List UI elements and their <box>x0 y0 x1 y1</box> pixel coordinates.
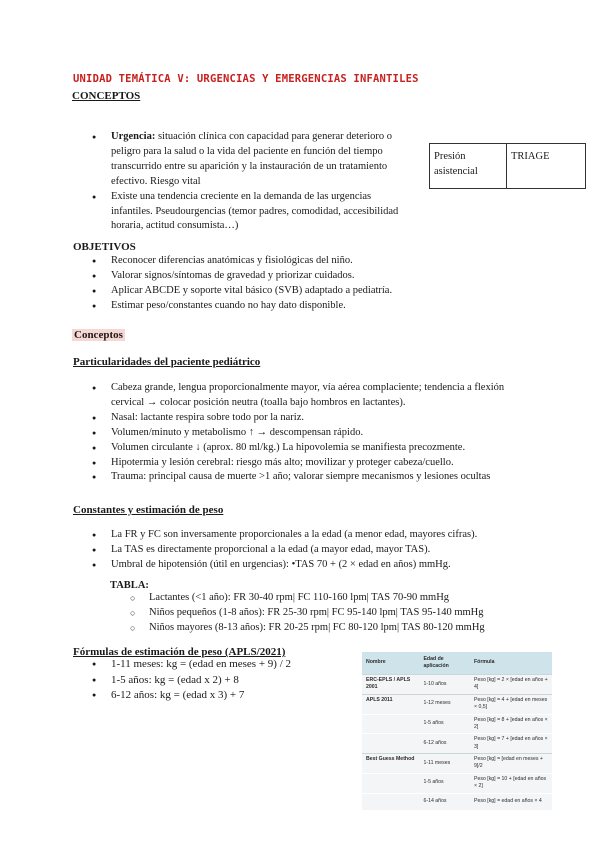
table-cell: 1-11 meses <box>419 754 470 774</box>
triage-cell: TRIAGE <box>507 144 586 189</box>
table-header: Nombre <box>362 652 419 675</box>
list-item: ○ Niños pequeños (1-8 años): FR 25-30 rpm| FC 95-140 lpm| TAS 95-140 mmHg <box>130 606 550 621</box>
list-item: ● Reconocer diferencias anatómicas y fisiológicas del niño. <box>92 254 562 269</box>
table-row <box>362 714 552 734</box>
table-cell <box>362 773 419 793</box>
tabla-list <box>130 591 550 636</box>
table-cell <box>362 734 419 754</box>
table-row <box>362 694 552 714</box>
list-item: ● 1-11 meses: kg = (edad en meses + 9) / 2 <box>92 657 352 673</box>
table-cell: APLS 2011 <box>362 694 419 714</box>
table-cell: Peso [kg] = 2 × [edad en años + 4] <box>470 675 552 695</box>
table-cell: Peso [kg] = 4 + [edad en meses × 0,5] <box>470 694 552 714</box>
list-item: ● Aplicar ABCDE y soporte vital básico (SVB) adaptado a pediatría. <box>92 284 562 299</box>
list-item: ● Volumen/minuto y metabolismo ↑ → descompensan rápido. <box>92 426 532 441</box>
table-cell <box>362 714 419 734</box>
list-item: ○ Lactantes (<1 año): FR 30-40 rpm| FC 110-160 lpm| TAS 70-90 mmHg <box>130 591 550 606</box>
table-cell: Peso [kg] = 8 + [edad en años × 2] <box>470 714 552 734</box>
list-item: ● Umbral de hipotensión (útil en urgencias): •TAS 70 + (2 × edad en años) mmHg. <box>92 558 542 573</box>
table-cell: 6-14 años <box>419 793 470 810</box>
list-item: ● Existe una tendencia creciente en la demanda de las urgencias infantiles. Pseudourgencias (temor padres, comodidad, accesibilidad horaria, actitud consumista…) <box>92 190 414 235</box>
table-row <box>362 793 552 810</box>
objetivos-list <box>92 254 562 314</box>
list-item <box>92 130 414 190</box>
table-cell: 6-12 años <box>419 734 470 754</box>
particularidades-heading: Particularidades del paciente pediátrico <box>73 356 261 368</box>
list-item: ● Cabeza grande, lengua proporcionalmente mayor, vía aérea complaciente; tendencia a flexión cervical → colocar posición neutra (toalla bajo hombros en lactantes). <box>92 381 532 411</box>
particularidades-list <box>92 381 532 485</box>
table-row <box>362 675 552 695</box>
table-cell: 1-5 años <box>419 714 470 734</box>
page-title: UNIDAD TEMÁTICA V: URGENCIAS Y EMERGENCIAS INFANTILES <box>73 73 419 85</box>
list-item: ● Volumen circulante ↓ (aprox. 80 ml/kg.) La hipovolemia se manifiesta precozmente. <box>92 441 532 456</box>
list-item: ● 6-12 años: kg = (edad x 3) + 7 <box>92 688 352 704</box>
objetivos-heading: OBJETIVOS <box>73 241 136 253</box>
list-item: ● La FR y FC son inversamente proporcionales a la edad (a menor edad, mayores cifras). <box>92 528 542 543</box>
formulas-heading: Fórmulas de estimación de peso (APLS/2021) <box>73 646 286 658</box>
table-cell: Peso [kg] = edad en años × 4 <box>470 793 552 810</box>
table-row <box>362 773 552 793</box>
constantes-list <box>92 528 542 573</box>
table-cell: ERC-EPLS / APLS 2001 <box>362 675 419 695</box>
presion-asistencial-cell: Presión asistencial <box>430 144 507 189</box>
table-row <box>362 734 552 754</box>
tabla-heading: TABLA: <box>110 580 149 591</box>
table-cell: Peso [kg] = 10 + [edad en años × 2] <box>470 773 552 793</box>
triage-table <box>429 143 586 189</box>
table-header: Fórmula <box>470 652 552 675</box>
constantes-heading: Constantes y estimación de peso <box>73 504 224 516</box>
table-row <box>362 754 552 774</box>
conceptos-heading: CONCEPTOS <box>72 90 141 102</box>
conceptos-section-heading: Conceptos <box>74 329 123 341</box>
list-item: ● La TAS es directamente proporcional a la edad (a mayor edad, mayor TAS). <box>92 543 542 558</box>
table-cell: Peso [kg] = [edad en meses + 9]/2 <box>470 754 552 774</box>
table-cell: Best Guess Method <box>362 754 419 774</box>
urgencia-label: Urgencia: <box>111 131 156 142</box>
table-cell: 1-5 años <box>419 773 470 793</box>
list-item: ● 1-5 años: kg = (edad x 2) + 8 <box>92 673 352 689</box>
weight-formula-table <box>362 652 552 810</box>
list-item: ● Nasal: lactante respira sobre todo por la nariz. <box>92 411 532 426</box>
urgencia-text: situación clínica con capacidad para generar deterioro o peligro para la salud o la vida del paciente en función del tiempo transcurrido entre su aparición y la instauración de un tratamiento efectivo. Riesgo vital <box>111 131 393 187</box>
list-item: ● Trauma: principal causa de muerte >1 año; valorar siempre mecanismos y lesiones ocultas <box>92 470 532 485</box>
table-cell: 1-10 años <box>419 675 470 695</box>
list-item: ● Valorar signos/síntomas de gravedad y priorizar cuidados. <box>92 269 562 284</box>
list-item: ● Hipotermia y lesión cerebral: riesgo más alto; movilizar y proteger cabeza/cuello. <box>92 456 532 471</box>
table-cell: Peso [kg] = 7 + [edad en años × 3] <box>470 734 552 754</box>
table-cell <box>362 793 419 810</box>
table-cell: 1-12 meses <box>419 694 470 714</box>
table-header: Edad de aplicación <box>419 652 470 675</box>
formulas-list <box>92 657 352 704</box>
list-item: ○ Niños mayores (8-13 años): FR 20-25 rpm| FC 80-120 lpm| TAS 80-120 mmHg <box>130 621 550 636</box>
urgencia-list <box>92 130 414 234</box>
list-item: ● Estimar peso/constantes cuando no hay dato disponible. <box>92 299 562 314</box>
